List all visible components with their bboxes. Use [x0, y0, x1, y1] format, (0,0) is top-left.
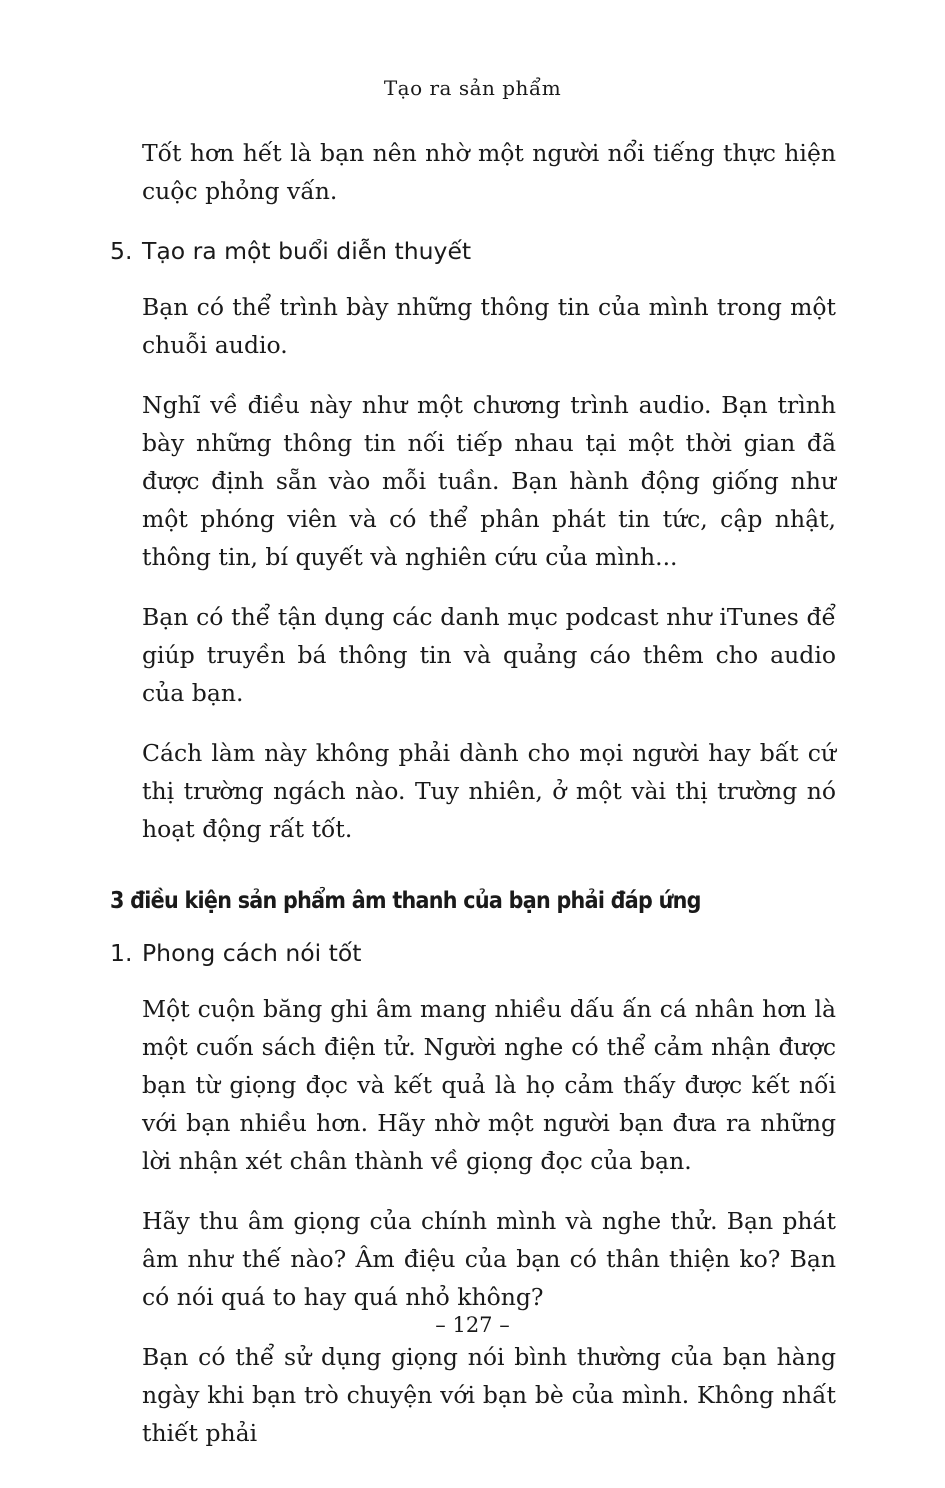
item-number: 5. [110, 237, 133, 265]
paragraph: Hãy thu âm giọng của chính mình và nghe thử. Bạn phát âm như thế nào? Âm điệu của bạn có thân thiện ko? Bạn có nói quá to hay quá nhỏ không? [142, 1207, 836, 1311]
paragraph: Bạn có thể tận dụng các danh mục podcast như iTunes để giúp truyền bá thông tin và quảng cáo thêm cho audio của bạn. [142, 603, 836, 707]
item-title: Phong cách nói tốt [142, 939, 362, 967]
running-header: Tạo ra sản phẩm [383, 76, 562, 100]
paragraph: Nghĩ về điều này như một chương trình audio. Bạn trình bày những thông tin nối tiếp nhau tại một thời gian đã được định sẵn vào mỗi tuần. Bạn hành động giống như một phóng viên và có thể phân phát tin tức, cập nhật, thông tin, bí quyết và nghiên cứu của mình... [142, 391, 836, 571]
numbered-item [110, 232, 836, 270]
paragraph: Tốt hơn hết là bạn nên nhờ một người nổi tiếng thực hiện cuộc phỏng vấn. [142, 139, 836, 205]
paragraph: Cách làm này không phải dành cho mọi người hay bất cứ thị trường ngách nào. Tuy nhiên, ở một vài thị trường nó hoạt động rất tốt. [142, 739, 836, 843]
paragraph: Bạn có thể sử dụng giọng nói bình thường của bạn hàng ngày khi bạn trò chuyện với bạn bè của mình. Không nhất thiết phải [142, 1343, 836, 1447]
item-number: 1. [110, 939, 133, 967]
numbered-item [110, 934, 836, 972]
page-body [110, 134, 836, 1474]
page-number: – 127 – [435, 1313, 510, 1337]
item-title: Tạo ra một buổi diễn thuyết [142, 237, 472, 265]
section-heading: 3 điều kiện sản phẩm âm thanh của bạn phải đáp ứng [110, 888, 701, 914]
paragraph: Một cuộn băng ghi âm mang nhiều dấu ấn cá nhân hơn là một cuốn sách điện tử. Người nghe có thể cảm nhận được bạn từ giọng đọc và kết quả là họ cảm thấy được kết nối với bạn nhiều hơn. Hãy nhờ một người bạn đưa ra những lời nhận xét chân thành về giọng đọc của bạn. [142, 995, 836, 1175]
paragraph: Bạn có thể trình bày những thông tin của mình trong một chuỗi audio. [142, 293, 836, 359]
